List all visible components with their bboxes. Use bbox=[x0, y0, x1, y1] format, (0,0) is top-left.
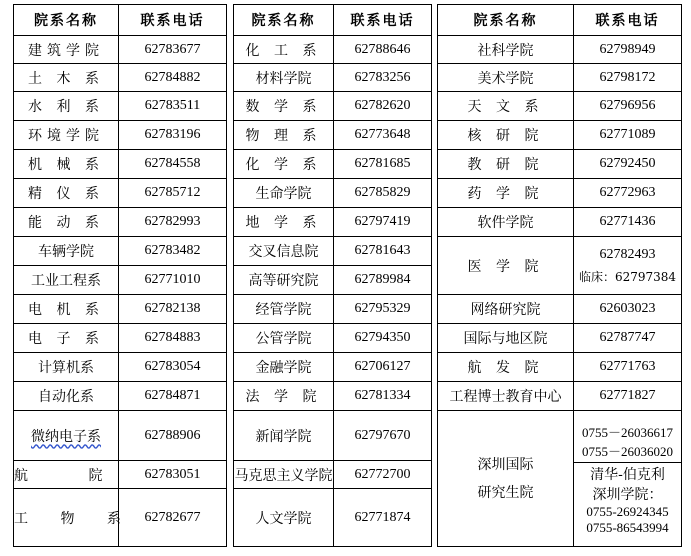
dept-name: 能 动 系 bbox=[14, 208, 119, 237]
phone-number: 62771436 bbox=[574, 208, 682, 237]
dept-name: 地 学 系 bbox=[234, 208, 334, 237]
shenzhen-name-line1: 深圳国际 bbox=[477, 456, 534, 473]
phone-number: 62781643 bbox=[334, 237, 432, 266]
dept-name: 经管学院 bbox=[234, 295, 334, 324]
dept-name: 药 学 院 bbox=[438, 179, 574, 208]
phone-number: 62782620 bbox=[334, 92, 432, 121]
phone-number: 62784558 bbox=[119, 150, 227, 179]
phone-number: 62796956 bbox=[574, 92, 682, 121]
dept-name bbox=[14, 411, 119, 461]
phone-number: 62783677 bbox=[119, 36, 227, 64]
phone-number: 62783054 bbox=[119, 353, 227, 382]
phone-number: 62798172 bbox=[574, 64, 682, 92]
dept-name: 自动化系 bbox=[14, 382, 119, 411]
dept-name: 国际与地区院 bbox=[438, 324, 574, 353]
dept-name: 核 研 院 bbox=[438, 121, 574, 150]
phone-number: 62706127 bbox=[334, 353, 432, 382]
phone-number: 62797419 bbox=[334, 208, 432, 237]
phone-number: 0755-26924345 bbox=[586, 504, 669, 519]
phone-number: 0755－26036617 bbox=[581, 425, 673, 440]
phone-number: 62773648 bbox=[334, 121, 432, 150]
phone-number: 62782138 bbox=[119, 295, 227, 324]
dept-name-shenzhen bbox=[438, 411, 574, 547]
dept-name: 航 院 bbox=[14, 461, 119, 489]
dept-name: 生命学院 bbox=[234, 179, 334, 208]
phone-number: 62603023 bbox=[574, 295, 682, 324]
dept-name: 土 木 系 bbox=[14, 64, 119, 92]
phone-number: 62792450 bbox=[574, 150, 682, 179]
header-phone: 联系电话 bbox=[334, 5, 432, 36]
dept-name: 材料学院 bbox=[234, 64, 334, 92]
dept-name: 车辆学院 bbox=[14, 237, 119, 266]
phone-number: 62784882 bbox=[119, 64, 227, 92]
phone-number: 62781685 bbox=[334, 150, 432, 179]
phone-number: 62772963 bbox=[574, 179, 682, 208]
phone-number: 0755－26036020 bbox=[581, 444, 673, 459]
dept-name: 环境学院 bbox=[14, 121, 119, 150]
dept-name: 电 机 系 bbox=[14, 295, 119, 324]
dept-name: 法 学 院 bbox=[234, 382, 334, 411]
dept-name: 马克思主义学院 bbox=[234, 461, 334, 489]
phone-number: 62771763 bbox=[574, 353, 682, 382]
phone-number: 0755-86543994 bbox=[586, 520, 669, 535]
phone-number: 62785829 bbox=[334, 179, 432, 208]
phone-number: 62771874 bbox=[334, 489, 432, 547]
phone-medical bbox=[574, 237, 682, 295]
dept-name: 高等研究院 bbox=[234, 266, 334, 295]
dept-name: 数 学 系 bbox=[234, 92, 334, 121]
dept-name: 计算机系 bbox=[14, 353, 119, 382]
phone-number: 62782493 bbox=[599, 246, 656, 262]
dept-name: 美术学院 bbox=[438, 64, 574, 92]
header-phone: 联系电话 bbox=[574, 5, 682, 36]
phone-number: 62783051 bbox=[119, 461, 227, 489]
dept-name: 教 研 院 bbox=[438, 150, 574, 179]
dept-name: 化 学 系 bbox=[234, 150, 334, 179]
dept-name: 天 文 系 bbox=[438, 92, 574, 121]
directory-table-3 bbox=[437, 4, 682, 547]
phone-number: 62794350 bbox=[334, 324, 432, 353]
phone-number: 62771010 bbox=[119, 266, 227, 295]
dept-name: 新闻学院 bbox=[234, 411, 334, 461]
phone-number: 62788646 bbox=[334, 36, 432, 64]
phone-number: 62784871 bbox=[119, 382, 227, 411]
phone-number: 62772700 bbox=[334, 461, 432, 489]
phone-number: 62783196 bbox=[119, 121, 227, 150]
dept-name: 建筑学院 bbox=[14, 36, 119, 64]
phone-number: 62789984 bbox=[334, 266, 432, 295]
header-dept: 院系名称 bbox=[14, 5, 119, 36]
dept-name: 工业工程系 bbox=[14, 266, 119, 295]
phone-shenzhen bbox=[574, 411, 682, 547]
dept-name: 机 械 系 bbox=[14, 150, 119, 179]
phone-number: 62784883 bbox=[119, 324, 227, 353]
dept-name: 化 工 系 bbox=[234, 36, 334, 64]
phone-number: 62787747 bbox=[574, 324, 682, 353]
dept-name: 金融学院 bbox=[234, 353, 334, 382]
dept-name: 网络研究院 bbox=[438, 295, 574, 324]
dept-name: 公管学院 bbox=[234, 324, 334, 353]
phone-number: 62798949 bbox=[574, 36, 682, 64]
directory-table-1 bbox=[13, 4, 227, 547]
header-phone: 联系电话 bbox=[119, 5, 227, 36]
phone-number: 62771089 bbox=[574, 121, 682, 150]
dept-name-text: 微纳电子系 bbox=[31, 428, 101, 445]
shenzhen-name-line2: 研究生院 bbox=[477, 484, 534, 501]
phone-number: 62785712 bbox=[119, 179, 227, 208]
phone-number: 62782677 bbox=[119, 489, 227, 547]
phone-number: 62781334 bbox=[334, 382, 432, 411]
dept-name: 社科学院 bbox=[438, 36, 574, 64]
dept-name: 交叉信息院 bbox=[234, 237, 334, 266]
dept-name: 人文学院 bbox=[234, 489, 334, 547]
dept-name: 软件学院 bbox=[438, 208, 574, 237]
dept-name: 水 利 系 bbox=[14, 92, 119, 121]
dept-name: 工 物 系 bbox=[14, 489, 119, 547]
phone-number: 62795329 bbox=[334, 295, 432, 324]
dept-name: 工程博士教育中心 bbox=[438, 382, 574, 411]
berkeley-label-line2: 深圳学院： bbox=[592, 487, 663, 503]
phone-number: 62771827 bbox=[574, 382, 682, 411]
phone-number: 62782993 bbox=[119, 208, 227, 237]
directory-table-2 bbox=[233, 4, 432, 547]
phone-number: 62783256 bbox=[334, 64, 432, 92]
berkeley-label-line1: 清华-伯克利 bbox=[590, 467, 665, 483]
dept-name: 精 仪 系 bbox=[14, 179, 119, 208]
phone-number: 62797670 bbox=[334, 411, 432, 461]
dept-name-medical: 医 学 院 bbox=[438, 237, 574, 295]
phone-number: 62788906 bbox=[119, 411, 227, 461]
phone-number: 62783482 bbox=[119, 237, 227, 266]
dept-name: 航 发 院 bbox=[438, 353, 574, 382]
header-dept: 院系名称 bbox=[234, 5, 334, 36]
phone-number: 62783511 bbox=[119, 92, 227, 121]
phone-clinical: 临床：62797384 bbox=[578, 269, 677, 284]
dept-name: 物 理 系 bbox=[234, 121, 334, 150]
dept-name: 电 子 系 bbox=[14, 324, 119, 353]
header-dept: 院系名称 bbox=[438, 5, 574, 36]
